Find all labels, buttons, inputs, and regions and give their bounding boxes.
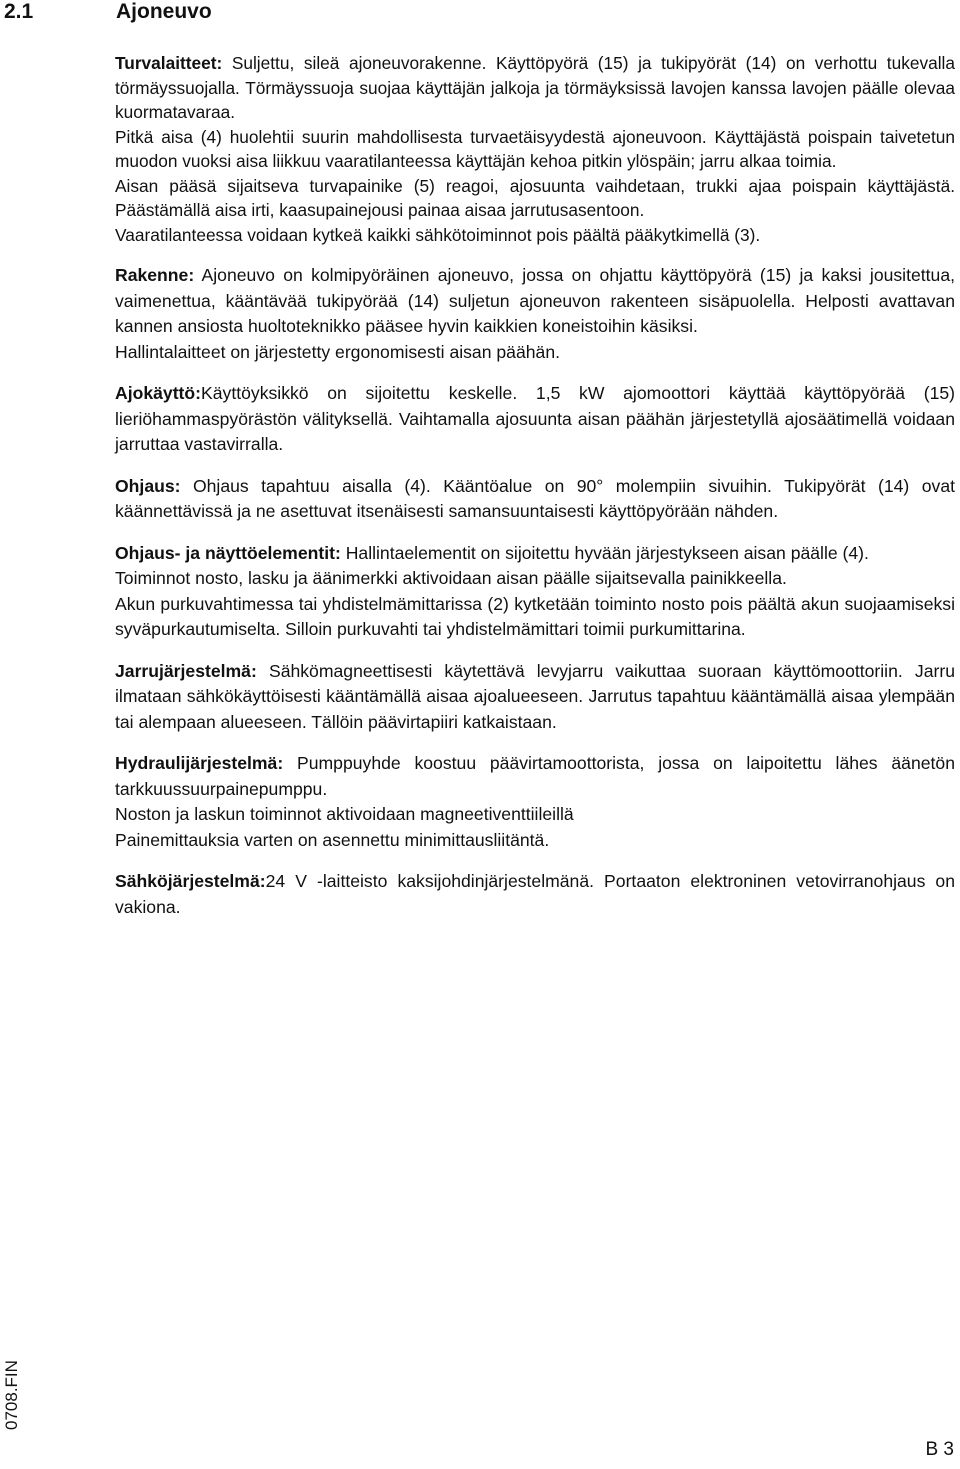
block-turvalaitteet	[115, 51, 955, 247]
section-number: 2.1	[4, 0, 34, 23]
block-label: Sähköjärjestelmä:	[115, 871, 266, 891]
paragraph: Akun purkuvahtimessa tai yhdistelmämittarissa (2) kytketään toiminto nosto pois päältä akun suojaamiseksi syväpurkautumiselta. Silloin purkuvahti tai yhdistelmämittari toimii purkumittarina.	[115, 593, 955, 639]
paragraph: Painemittauksia varten on asennettu minimittausliitäntä.	[115, 829, 550, 850]
document-body	[115, 51, 955, 920]
block-ohjaus	[115, 474, 955, 525]
block-jarrujarjestelma	[115, 659, 955, 736]
block-ohjaus-ja-nayttoelementit	[115, 541, 955, 643]
page-number: B 3	[925, 1439, 954, 1460]
block-label: Ajokäyttö:	[115, 383, 202, 403]
document-code: 0708.FIN	[2, 1360, 21, 1430]
paragraph: Ohjaus: Ohjaus tapahtuu aisalla (4). Kääntöalue on 90° molempiin sivuihin. Tukipyörät (14) ovat käännettävissä ja ne asettuvat itsenäisesti samansuuntaisesti käyttöpyörään nähden.	[115, 475, 955, 521]
paragraph: Toiminnot nosto, lasku ja äänimerkki aktivoidaan aisan päälle sijaitsevalla painikkeella.	[115, 568, 787, 588]
paragraph: Rakenne: Ajoneuvo on kolmipyöräinen ajoneuvo, jossa on ohjattu käyttöpyörä (15) ja kaksi jousitettua, vaimenettua, kääntävää tukipyörää (14) suljetun ajoneuvon rakenteen sisäpuolella. Helposti avattavan kannen ansiosta huoltoteknikko pääsee hyvin kaikkien koneistoihin käsiksi.	[115, 265, 955, 336]
paragraph: Ajokäyttö:Käyttöyksikkö on sijoitettu keskelle. 1,5 kW ajomoottori käyttää käyttöpyörää (15) lieriöhammaspyörästön välityksellä. Vaihtamalla ajosuunta aisan päähän järjestetyllä ajosäätimellä voidaan jarruttaa vastavirralla.	[115, 383, 955, 454]
section-heading	[4, 0, 212, 24]
paragraph: Hydraulijärjestelmä: Pumppuyhde koostuu päävirtamoottorista, jossa on laipoitettu lähes äänetön tarkkuussuurpainepumppu.	[115, 753, 955, 799]
block-label: Hydraulijärjestelmä:	[115, 753, 284, 773]
paragraph: Vaaratilanteessa voidaan kytkeä kaikki sähkötoiminnot pois päältä pääkytkimellä (3).	[115, 224, 761, 245]
block-rakenne	[115, 263, 955, 365]
block-label: Jarrujärjestelmä:	[115, 660, 257, 681]
block-label: Rakenne:	[115, 265, 195, 285]
paragraph: Jarrujärjestelmä: Sähkömagneettisesti käytettävä levyjarru vaikuttaa suoraan käyttömoottoriin. Jarru ilmataan sähkökäyttöisesti kääntämällä aisaa ajoalueeseen. Jarrutus tapahtuu kääntämällä aisaa ylempään tai alempaan alueeseen. Tällöin päävirtapiiri katkaistaan.	[115, 660, 955, 732]
block-label: Ohjaus:	[115, 475, 181, 496]
section-title: Ajoneuvo	[116, 0, 212, 23]
block-sahkojarjestelma	[115, 869, 955, 920]
paragraph: Ohjaus- ja näyttöelementit: Hallintaelementit on sijoitettu hyvään järjestykseen aisan päälle (4).	[115, 542, 869, 563]
paragraph: Aisan pääsä sijaitseva turvapainike (5) reagoi, ajosuunta vaihdetaan, trukki ajaa poispain käyttäjästä. Päästämällä aisa irti, kaasupainejousi painaa aisaa jarrutusasentoon.	[115, 175, 955, 220]
paragraph: Sähköjärjestelmä:24 V -laitteisto kaksijohdinjärjestelmänä. Portaaton elektroninen vetovirranohjaus on vakiona.	[115, 871, 955, 917]
block-ajokaytto	[115, 381, 955, 458]
paragraph: Pitkä aisa (4) huolehtii suurin mahdollisesta turvaetäisyydestä ajoneuvoon. Käyttäjästä poispain taivetetun muodon vuoksi aisa liikkuu vaaratilanteessa käyttäjän kehoa pitkin ylöspäin; jarru alkaa toimia.	[115, 126, 955, 171]
paragraph: Turvalaitteet: Suljettu, sileä ajoneuvorakenne. Käyttöpyörä (15) ja tukipyörät (14) on verhottu tukevalla törmäyssuojalla. Törmäyssuoja suojaa käyttäjän jalkoja ja törmäyksissä lavojen kanssa lavojen päälle olevaa kuormatavaraa.	[115, 53, 955, 122]
block-hydraulijarjestelma	[115, 751, 955, 853]
block-label: Turvalaitteet:	[115, 53, 223, 73]
block-label: Ohjaus- ja näyttöelementit:	[115, 542, 341, 563]
paragraph: Noston ja laskun toiminnot aktivoidaan magneetiventtiileillä	[115, 804, 574, 824]
paragraph: Hallintalaitteet on järjestetty ergonomisesti aisan päähän.	[115, 341, 560, 362]
